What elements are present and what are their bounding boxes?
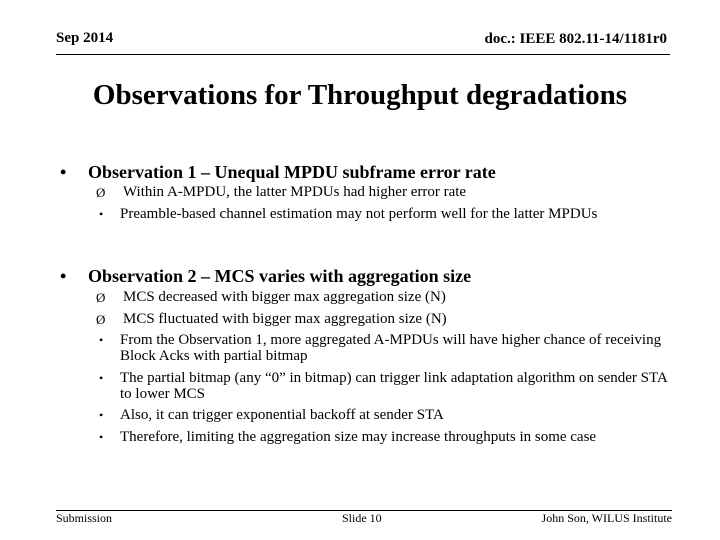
list-item-text: Preamble-based channel estimation may not perform well for the latter MPDUs	[120, 206, 598, 222]
arrow-bullet-icon: Ø	[96, 290, 106, 305]
bullet-dot-icon: •	[60, 162, 67, 182]
header-doc-id: doc.: IEEE 802.11-14/1181r0	[484, 31, 667, 47]
list-item	[96, 184, 656, 202]
list-item-text: Therefore, limiting the aggregation size may increase throughputs in some case	[120, 429, 597, 445]
list-item-text: Also, it can trigger exponential backoff at sender STA	[120, 407, 444, 423]
list-item-text: Within A-MPDU, the latter MPDUs had higher error rate	[123, 184, 467, 200]
arrow-bullet-icon: Ø	[96, 312, 106, 327]
list-item-text: MCS fluctuated with bigger max aggregation size (N)	[123, 311, 447, 327]
list-item	[96, 311, 656, 329]
bullet-dot-icon: •	[99, 207, 104, 221]
list-item	[96, 206, 616, 240]
bullet-dot-icon: •	[99, 430, 104, 444]
list-item	[96, 407, 668, 425]
footer-slide-number: Slide 10	[342, 511, 382, 525]
bullet-dot-icon: •	[99, 371, 104, 385]
bullet-dot-icon: •	[60, 266, 67, 286]
observation-heading: Observation 1 – Unequal MPDU subframe error rate	[88, 162, 496, 182]
list-item	[96, 289, 656, 307]
list-item-text: The partial bitmap (any “0” in bitmap) can trigger link adaptation algorithm on sender STA to lower MCS	[120, 370, 667, 402]
list-item-text: MCS decreased with bigger max aggregation size (N)	[123, 289, 446, 305]
arrow-bullet-icon: Ø	[96, 185, 106, 200]
footer-submission: Submission	[56, 511, 113, 525]
footer-author: John Son, WILUS Institute	[541, 511, 672, 525]
bullet-dot-icon: •	[99, 333, 104, 347]
list-item	[96, 429, 668, 447]
observation-heading: Observation 2 – MCS varies with aggregation size	[88, 266, 472, 286]
list-item	[96, 332, 668, 366]
slide-title: Observations for Throughput degradations	[92, 79, 628, 111]
bullet-dot-icon: •	[99, 408, 104, 422]
header-date: Sep 2014	[56, 30, 114, 46]
list-item	[96, 370, 668, 404]
header-divider	[56, 54, 670, 55]
list-item-text: From the Observation 1, more aggregated A-MPDUs will have higher chance of receiving Block Acks with partial bitmap	[120, 332, 662, 364]
